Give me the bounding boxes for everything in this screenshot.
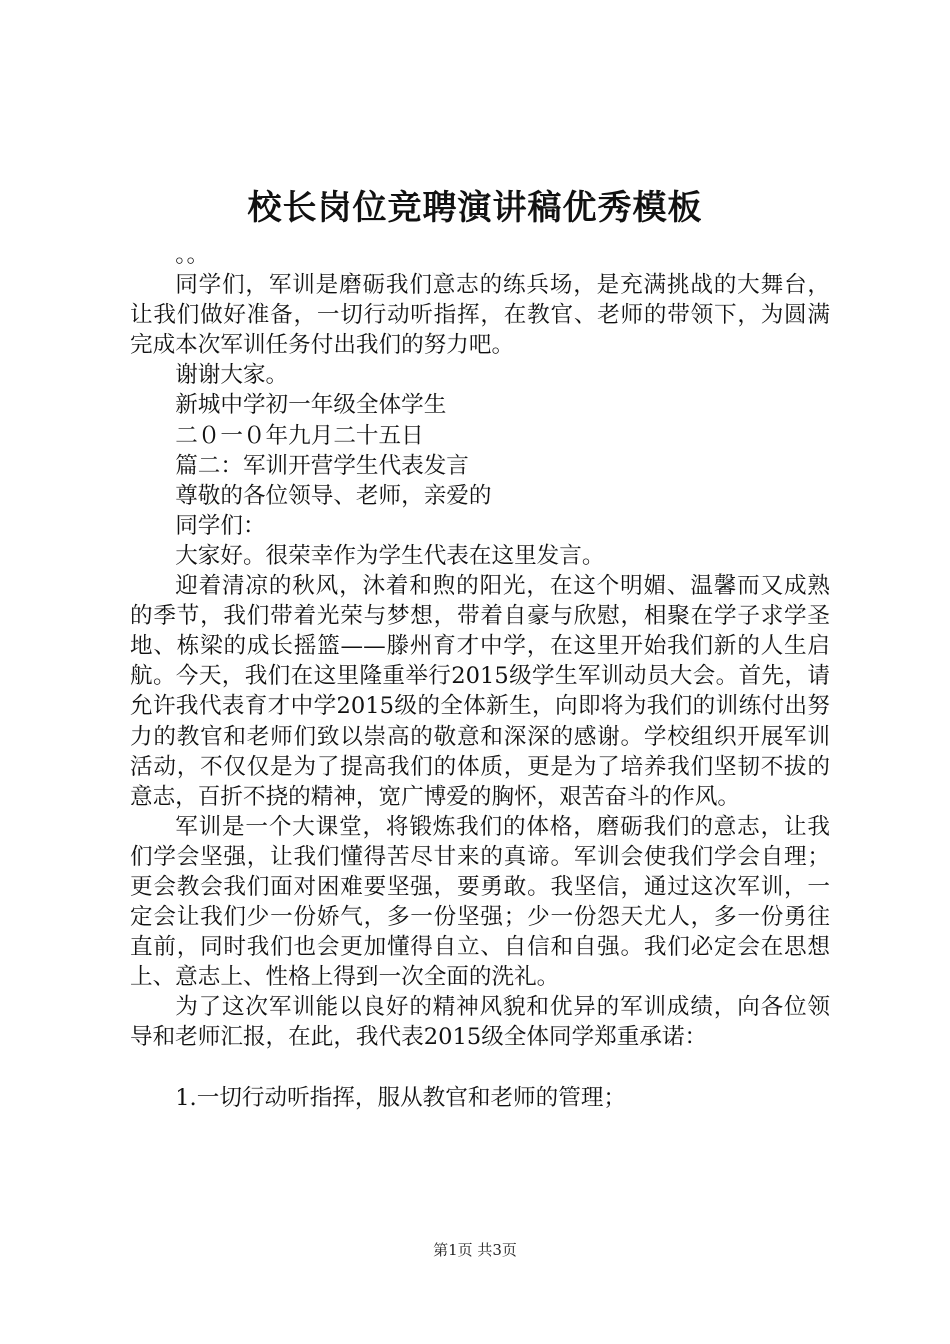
paragraph: 谢谢大家。 — [175, 362, 289, 389]
document-title: 校长岗位竞聘演讲稿优秀模板 — [247, 188, 703, 228]
paragraph: 。。 — [175, 242, 210, 268]
document-body — [130, 240, 830, 1113]
paragraph: 迎着清凉的秋风，沐着和煦的阳光，在这个明媚、温馨而又成熟的季节，我们带着光荣与梦想，带着自豪与欣慰，相聚在学子求学圣地、栋梁的成长摇篮——滕州育才中学，在这里开始我们新的人生启航。今天，我们在这里隆重举行2015级学生军训动员大会。首先，请允许我代表育才中学2015级的全体新生，向即将为我们的训练付出努力的教官和老师们致以崇高的敬意和深深的感谢。学校组织开展军训活动，不仅仅是为了提高我们的体质，更是为了培养我们坚韧不拔的意志，百折不挠的精神，宽广博爱的胸怀，艰苦奋斗的作风。 — [130, 573, 830, 810]
paragraph: 尊敬的各位领导、老师，亲爱的 — [175, 482, 492, 509]
page-number-footer: 第1页 共3页 — [433, 1241, 517, 1259]
paragraph: 同学们，军训是磨砺我们意志的练兵场，是充满挑战的大舞台，让我们做好准备，一切行动听指挥，在教官、老师的带领下，为圆满完成本次军训任务付出我们的努力吧。 — [130, 272, 830, 359]
section-heading: 篇二：军训开营学生代表发言 — [175, 452, 469, 479]
paragraph: 为了这次军训能以良好的精神风貌和优异的军训成绩，向各位领导和老师汇报，在此，我代表2015级全体同学郑重承诺： — [130, 994, 830, 1051]
paragraph: 同学们： — [175, 512, 266, 539]
paragraph: 新城中学初一年级全体学生 — [175, 392, 447, 419]
paragraph: 二０一０年九月二十五日 — [175, 422, 424, 449]
paragraph: 大家好。很荣幸作为学生代表在这里发言。 — [175, 542, 605, 569]
list-item: 1.一切行动听指挥，服从教官和老师的管理； — [175, 1084, 627, 1111]
paragraph: 军训是一个大课堂，将锻炼我们的体格，磨砺我们的意志，让我们学会坚强，让我们懂得苦尽甘来的真谛。军训会使我们学会自理；更会教会我们面对困难要坚强，要勇敢。我坚信，通过这次军训，一定会让我们少一份娇气，多一份坚强；少一份怨天尤人，多一份勇往直前，同时我们也会更加懂得自立、自信和自强。我们必定会在思想上、意志上、性格上得到一次全面的洗礼。 — [130, 813, 830, 991]
